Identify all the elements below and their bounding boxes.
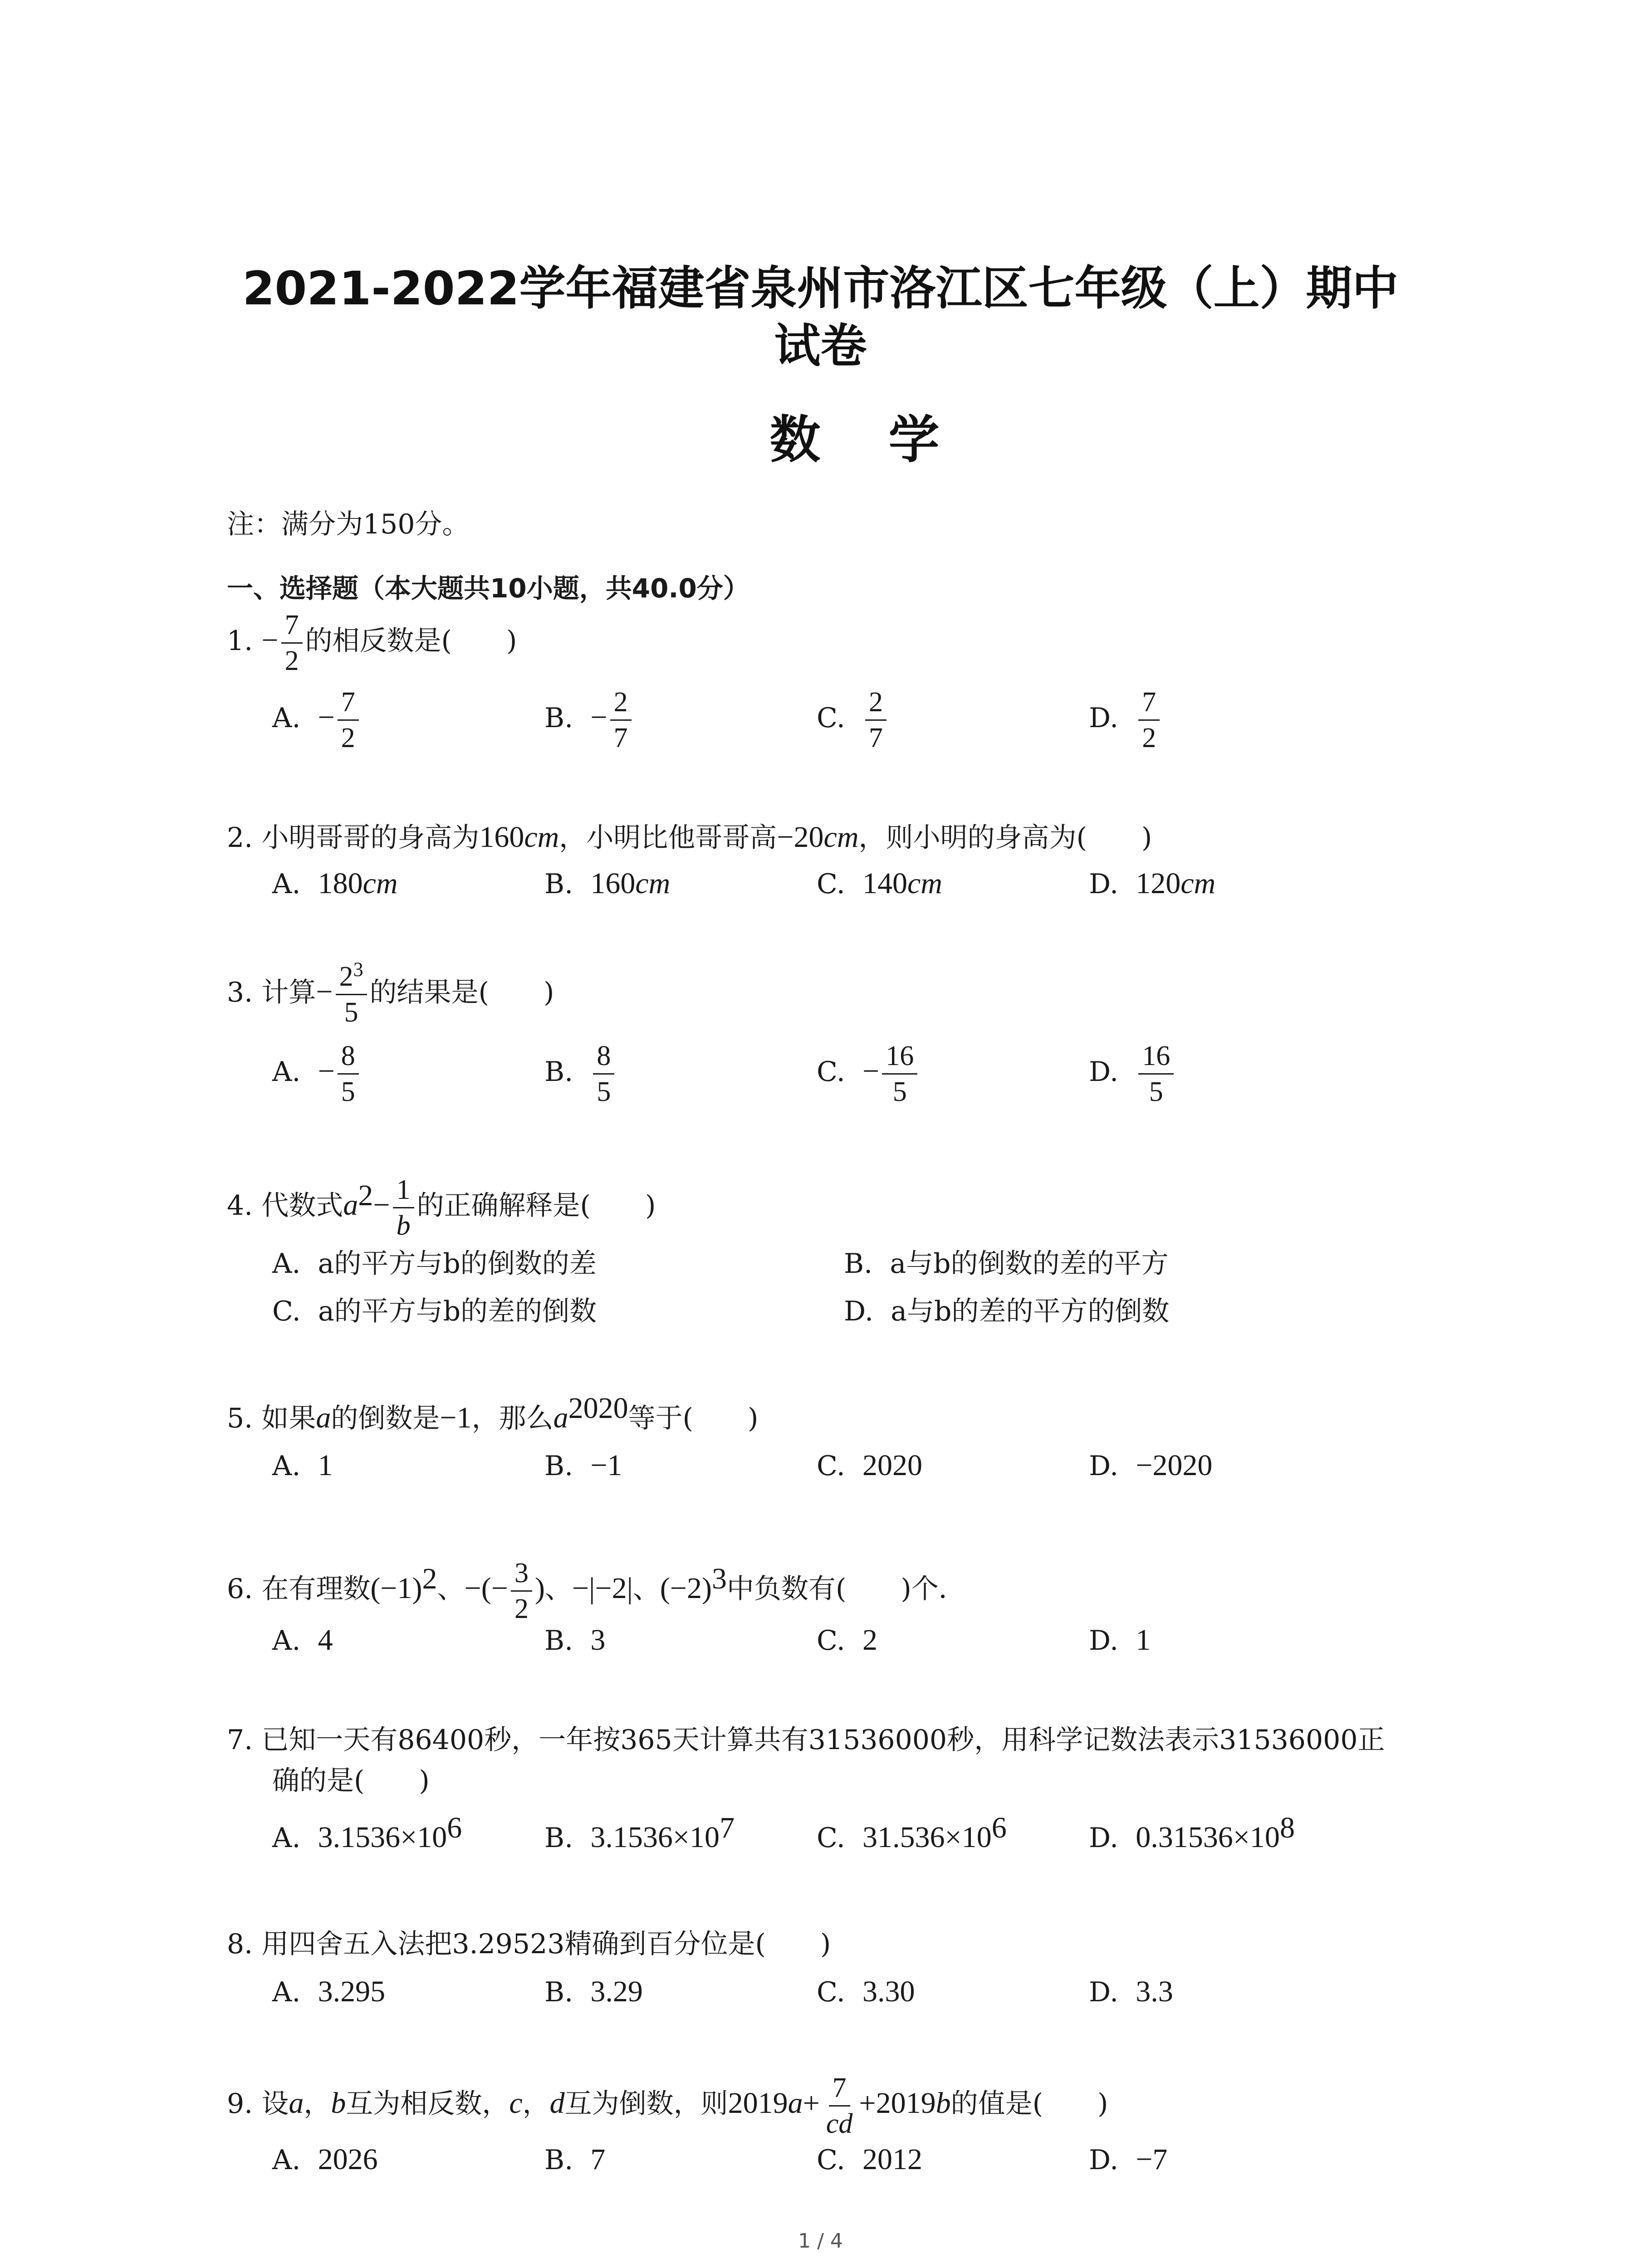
fraction: $\frac{7}{2}$: [281, 608, 303, 678]
section-heading: 一、选择题（本大题共10小题，共40.0分）: [227, 573, 749, 604]
option-b: B. 3.29: [544, 1975, 643, 2008]
option-a: A. − $\frac{7}{2}$: [272, 685, 362, 755]
subject-heading: 数学: [769, 411, 1008, 469]
option-c: C. 2: [817, 1623, 877, 1657]
option-c: C. $\frac{2}{7}$: [817, 685, 889, 755]
page-title-line2: 试卷: [774, 319, 867, 373]
fraction: $\frac{3}{2}$: [511, 1556, 532, 1626]
score-note: 注：满分为150分。: [227, 508, 470, 540]
option-a: A. − $\frac{8}{5}$: [272, 1039, 362, 1109]
page-title: 2021-2022学年福建省泉州市洛江区七年级（上）期中: [242, 262, 1399, 316]
option-a: A. $3.1536\times 10^6$: [272, 1811, 462, 1854]
question-number: 8.: [227, 1928, 253, 1960]
option-b: B. $\frac{8}{5}$: [544, 1039, 617, 1109]
option-a: A. a的平方与b的倒数的差: [272, 1248, 597, 1280]
option-a: A. 2026: [272, 2143, 378, 2176]
page-number: 1 / 4: [798, 2229, 843, 2253]
option-b: B. −1: [544, 1449, 622, 1482]
question-number: 6.: [227, 1573, 253, 1605]
question-9: 9. 设a，b互为相反数，c，d互为倒数，则2019a+ $\frac{7}{cd}$ +2019b的值是( ): [227, 2071, 1108, 2141]
question-6: 6. 在有理数$(-1)^2$、−(− $\frac{3}{2}$ )、−|−2|、$(-2)^3$中负数有( )个．: [227, 1556, 966, 1626]
option-d: D. $0.31536\times 10^8$: [1089, 1811, 1295, 1854]
option-c: C. 3.30: [817, 1975, 915, 2008]
option-a: A. 1: [272, 1449, 333, 1482]
option-c: C. 140cm: [817, 867, 942, 900]
option-d: D. 1: [1089, 1623, 1151, 1657]
option-d: D. $\frac{16}{5}$: [1089, 1039, 1176, 1109]
fraction: $\frac{7}{cd}$: [823, 2071, 857, 2141]
option-d: D. $\frac{7}{2}$: [1089, 685, 1162, 755]
option-d: D. 120cm: [1089, 867, 1216, 900]
option-b: B. 160cm: [544, 867, 671, 900]
option-d: D. −2020: [1089, 1449, 1213, 1482]
question-number: 2.: [227, 822, 253, 854]
question-3: 3. 计算− $\frac{2^3}{5}$ 的结果是( ): [227, 959, 554, 1030]
question-number: 7.: [227, 1724, 253, 1756]
option-b: B. 7: [544, 2143, 606, 2176]
option-d: D. −7: [1089, 2143, 1168, 2176]
option-c: C. − $\frac{16}{5}$: [817, 1039, 920, 1109]
option-b: B. − $\frac{2}{7}$: [544, 685, 634, 755]
option-c: C. 2020: [817, 1449, 922, 1482]
question-number: 4.: [227, 1190, 253, 1222]
option-a: A. 4: [272, 1623, 333, 1657]
question-number: 3.: [227, 977, 253, 1009]
question-number: 9.: [227, 2088, 253, 2120]
option-c: C. 2012: [817, 2143, 922, 2176]
option-c: C. a的平方与b的差的倒数: [272, 1295, 597, 1327]
option-b: B. $3.1536\times 10^7$: [544, 1811, 735, 1854]
option-a: A. 3.295: [272, 1975, 386, 2008]
option-b: B. 3: [544, 1623, 606, 1657]
question-7: 7. 已知一天有86400秒，一年按365天计算共有31536000秒，用科学记数法表示31536000正: [227, 1724, 1385, 1756]
option-d: D. 3.3: [1089, 1975, 1173, 2008]
question-1: 1. − $\frac{7}{2}$ 的相反数是( ): [227, 608, 517, 678]
question-5: 5. 如果a的倒数是−1，那么$a^{2020}$等于( ): [227, 1392, 759, 1434]
fraction: $\frac{2^3}{5}$: [336, 959, 367, 1030]
fraction: $\frac{1}{b}$: [393, 1173, 414, 1243]
question-number: 5.: [227, 1403, 253, 1434]
question-7-line2: 确的是( ): [272, 1765, 430, 1797]
option-c: C. $31.536\times 10^6$: [817, 1811, 1007, 1854]
option-d: D. a与b的差的平方的倒数: [844, 1295, 1170, 1327]
question-2: 2. 小明哥哥的身高为160cm，小明比他哥哥高−20cm，则小明的身高为( ): [227, 821, 1152, 854]
question-4: 4. 代数式$a^2-$ $\frac{1}{b}$ 的正确解释是( ): [227, 1173, 656, 1243]
question-8: 8. 用四舍五入法把3.29523精确到百分位是( ): [227, 1928, 831, 1960]
question-number: 1.: [227, 625, 253, 657]
option-a: A. 180cm: [272, 867, 398, 900]
option-b: B. a与b的倒数的差的平方: [844, 1248, 1169, 1280]
